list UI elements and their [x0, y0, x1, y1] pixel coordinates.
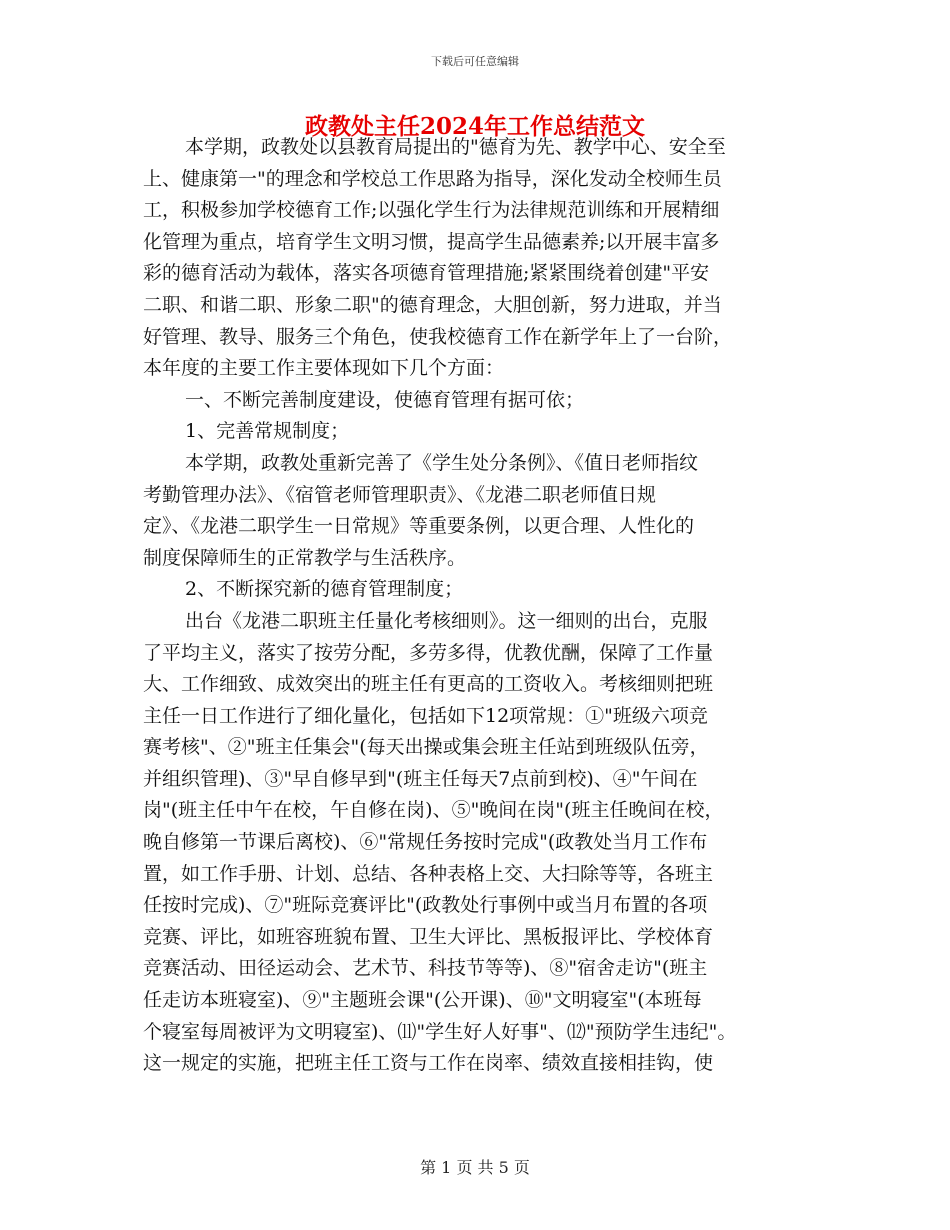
document-title: 政教处主任2024年工作总结范文 [304, 113, 645, 140]
text-line: 本年度的主要工作主要体现如下几个方面： [143, 357, 505, 380]
document-body [143, 132, 803, 1080]
text-line: 好管理、教导、服务三个角色，使我校德育工作在新学年上了一台阶， [143, 325, 733, 348]
header-note: 下载后可任意编辑 [431, 55, 519, 68]
text-line: 置，如工作手册、计划、总结、各种表格上交、大扫除等等，各班主 [143, 862, 714, 885]
text-line: 考勤管理办法》、《宿管老师管理职责》、《龙港二职老师值日规 [143, 483, 657, 506]
page-footer: 第 1 页 共 5 页 [420, 1158, 530, 1177]
text-line: 化管理为重点，培育学生文明习惯，提高学生品德素养;以开展丰富多 [143, 230, 720, 253]
text-line: 定》、《龙港二职学生一日常规》等重要条例，以更合理、人性化的 [143, 515, 695, 538]
text-line: 这一规定的实施，把班主任工资与工作在岗率、绩效直接相挂钩，使 [143, 1052, 714, 1075]
text-line: 本学期，政教处重新完善了《学生处分条例》、《值日老师指纹 [185, 451, 699, 474]
text-line: 出台《龙港二职班主任量化考核细则》。这一细则的出台，克服 [185, 609, 708, 632]
text-line: 2、不断探究新的德育管理制度； [185, 578, 464, 601]
text-line: 并组织管理)、③"早自修早到"(班主任每天7点前到校)、④"午间在 [143, 767, 698, 790]
text-line: 本学期，政教处以县教育局提出的"德育为先、教学中心、安全至 [185, 136, 726, 158]
text-line: 晚自修第一节课后离校)、⑥"常规任务按时完成"(政教处当月工作布 [143, 831, 708, 854]
text-line: 任按时完成)、⑦"班际竞赛评比"(政教处行事例中或当月布置的各项 [143, 894, 708, 917]
text-line: 赛考核"、②"班主任集会"(每天出操或集会班主任站到班级队伍旁， [143, 736, 709, 759]
text-line: 1、完善常规制度； [185, 420, 350, 443]
text-line: 竞赛、评比，如班容班貌布置、卫生大评比、黑板报评比、学校体育 [143, 925, 714, 948]
text-line: 二职、和谐二职、形象二职"的德育理念，大胆创新，努力进取，并当 [143, 293, 722, 316]
text-line: 上、健康第一"的理念和学校总工作思路为指导，深化发动全校师生员 [143, 167, 722, 190]
text-line: 主任一日工作进行了细化量化，包括如下12项常规：①"班级六项竞 [143, 704, 708, 727]
text-line: 大、工作细致、成效突出的班主任有更高的工资收入。考核细则把班 [143, 673, 714, 696]
text-line: 制度保障师生的正常教学与生活秩序。 [143, 546, 467, 569]
text-line: 一、不断完善制度建设，使德育管理有据可依； [185, 388, 585, 411]
text-line: 了平均主义，落实了按劳分配，多劳多得，优教优酬，保障了工作量 [143, 641, 714, 664]
text-line: 岗"(班主任中午在校，午自修在岗)、⑤"晚间在岗"(班主任晚间在校， [143, 799, 724, 822]
text-line: 竞赛活动、田径运动会、艺术节、科技节等等)、⑧"宿舍走访"(班主 [143, 957, 708, 980]
text-line: 任走访本班寝室)、⑨"主题班会课"(公开课)、⑩"文明寝室"(本班每 [143, 989, 702, 1012]
text-line: 工，积极参加学校德育工作;以强化学生行为法律规范训练和开展精细 [143, 199, 720, 222]
text-line: 个寝室每周被评为文明寝室)、⑾"学生好人好事"、⑿"预防学生违纪"。 [143, 1020, 737, 1043]
text-line: 彩的德育活动为载体，落实各项德育管理措施;紧紧围绕着创建"平安 [143, 262, 710, 285]
